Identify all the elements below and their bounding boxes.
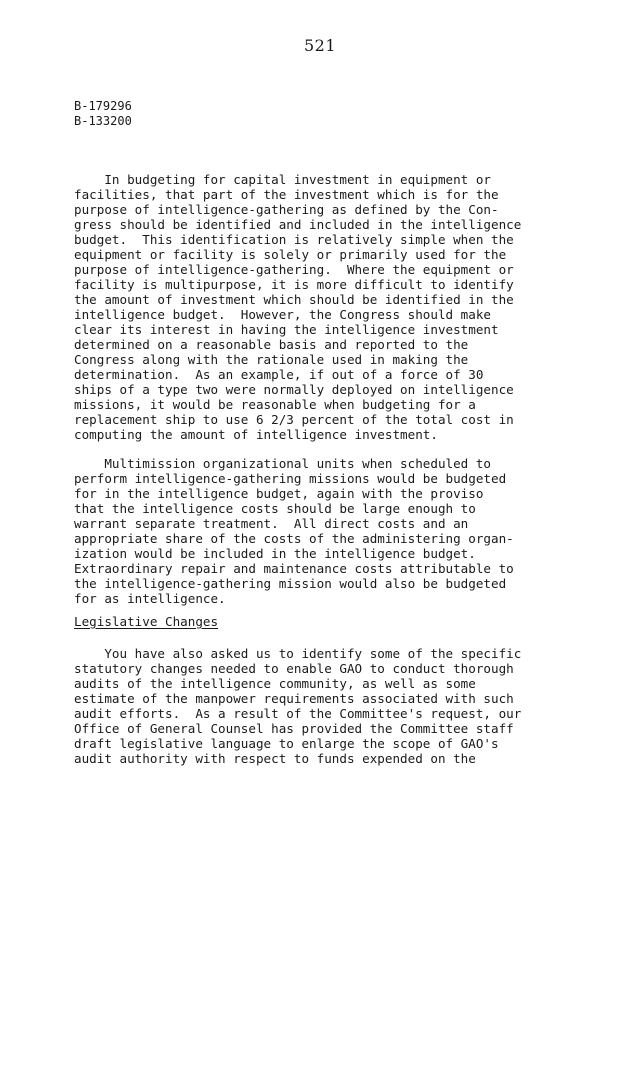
text-line: clear its interest in having the intelligence investment <box>74 322 499 337</box>
text-line: ships of a type two were normally deployed on intelligence <box>74 382 514 397</box>
text-line: Office of General Counsel has provided the Committee staff <box>74 721 514 736</box>
text-line: warrant separate treatment. All direct costs and an <box>74 516 469 531</box>
paragraph-multimission-units <box>74 456 594 606</box>
text-line: that the intelligence costs should be large enough to <box>74 501 476 516</box>
text-line: audits of the intelligence community, as well as some <box>74 676 476 691</box>
text-line: facility is multipurpose, it is more difficult to identify <box>74 277 514 292</box>
text-line: In budgeting for capital investment in equipment or <box>74 172 492 187</box>
text-line: missions, it would be reasonable when budgeting for a <box>74 397 476 412</box>
paragraph-capital-investment <box>74 172 594 442</box>
file-reference: B-179296 <box>74 99 132 113</box>
text-line: Extraordinary repair and maintenance costs attributable to <box>74 561 514 576</box>
text-line: audit authority with respect to funds expended on the <box>74 751 476 766</box>
text-line: for as intelligence. <box>74 591 226 606</box>
text-line: purpose of intelligence-gathering as defined by the Con- <box>74 202 499 217</box>
text-line: You have also asked us to identify some of the specific <box>74 646 522 661</box>
text-line: statutory changes needed to enable GAO to conduct thorough <box>74 661 514 676</box>
text-line: budget. This identification is relatively simple when the <box>74 232 514 247</box>
text-line: facilities, that part of the investment which is for the <box>74 187 499 202</box>
text-line: determined on a reasonable basis and reported to the <box>74 337 469 352</box>
file-reference: B-133200 <box>74 114 132 128</box>
text-line: replacement ship to use 6 2/3 percent of the total cost in <box>74 412 514 427</box>
text-line: the intelligence-gathering mission would also be budgeted <box>74 576 507 591</box>
text-line: equipment or facility is solely or primarily used for the <box>74 247 507 262</box>
text-line: ization would be included in the intelligence budget. <box>74 546 476 561</box>
section-heading: Legislative Changes <box>74 614 219 629</box>
text-line: draft legislative language to enlarge the scope of GAO's <box>74 736 499 751</box>
text-line: perform intelligence-gathering missions would be budgeted <box>74 471 507 486</box>
text-line: the amount of investment which should be identified in the <box>74 292 514 307</box>
text-line: gress should be identified and included in the intelligence <box>74 217 522 232</box>
text-line: determination. As an example, if out of a force of 30 <box>74 367 484 382</box>
paragraph-legislative-changes <box>74 646 594 766</box>
text-line: appropriate share of the costs of the administering organ- <box>74 531 514 546</box>
text-line: intelligence budget. However, the Congress should make <box>74 307 492 322</box>
text-line: for in the intelligence budget, again with the proviso <box>74 486 484 501</box>
text-line: Congress along with the rationale used in making the <box>74 352 469 367</box>
text-line: audit efforts. As a result of the Committee's request, our <box>74 706 522 721</box>
file-references <box>74 99 132 129</box>
page-number: 521 <box>303 36 337 55</box>
text-line: estimate of the manpower requirements associated with such <box>74 691 514 706</box>
text-line: computing the amount of intelligence investment. <box>74 427 438 442</box>
text-line: purpose of intelligence-gathering. Where the equipment or <box>74 262 514 277</box>
text-line: Multimission organizational units when scheduled to <box>74 456 492 471</box>
